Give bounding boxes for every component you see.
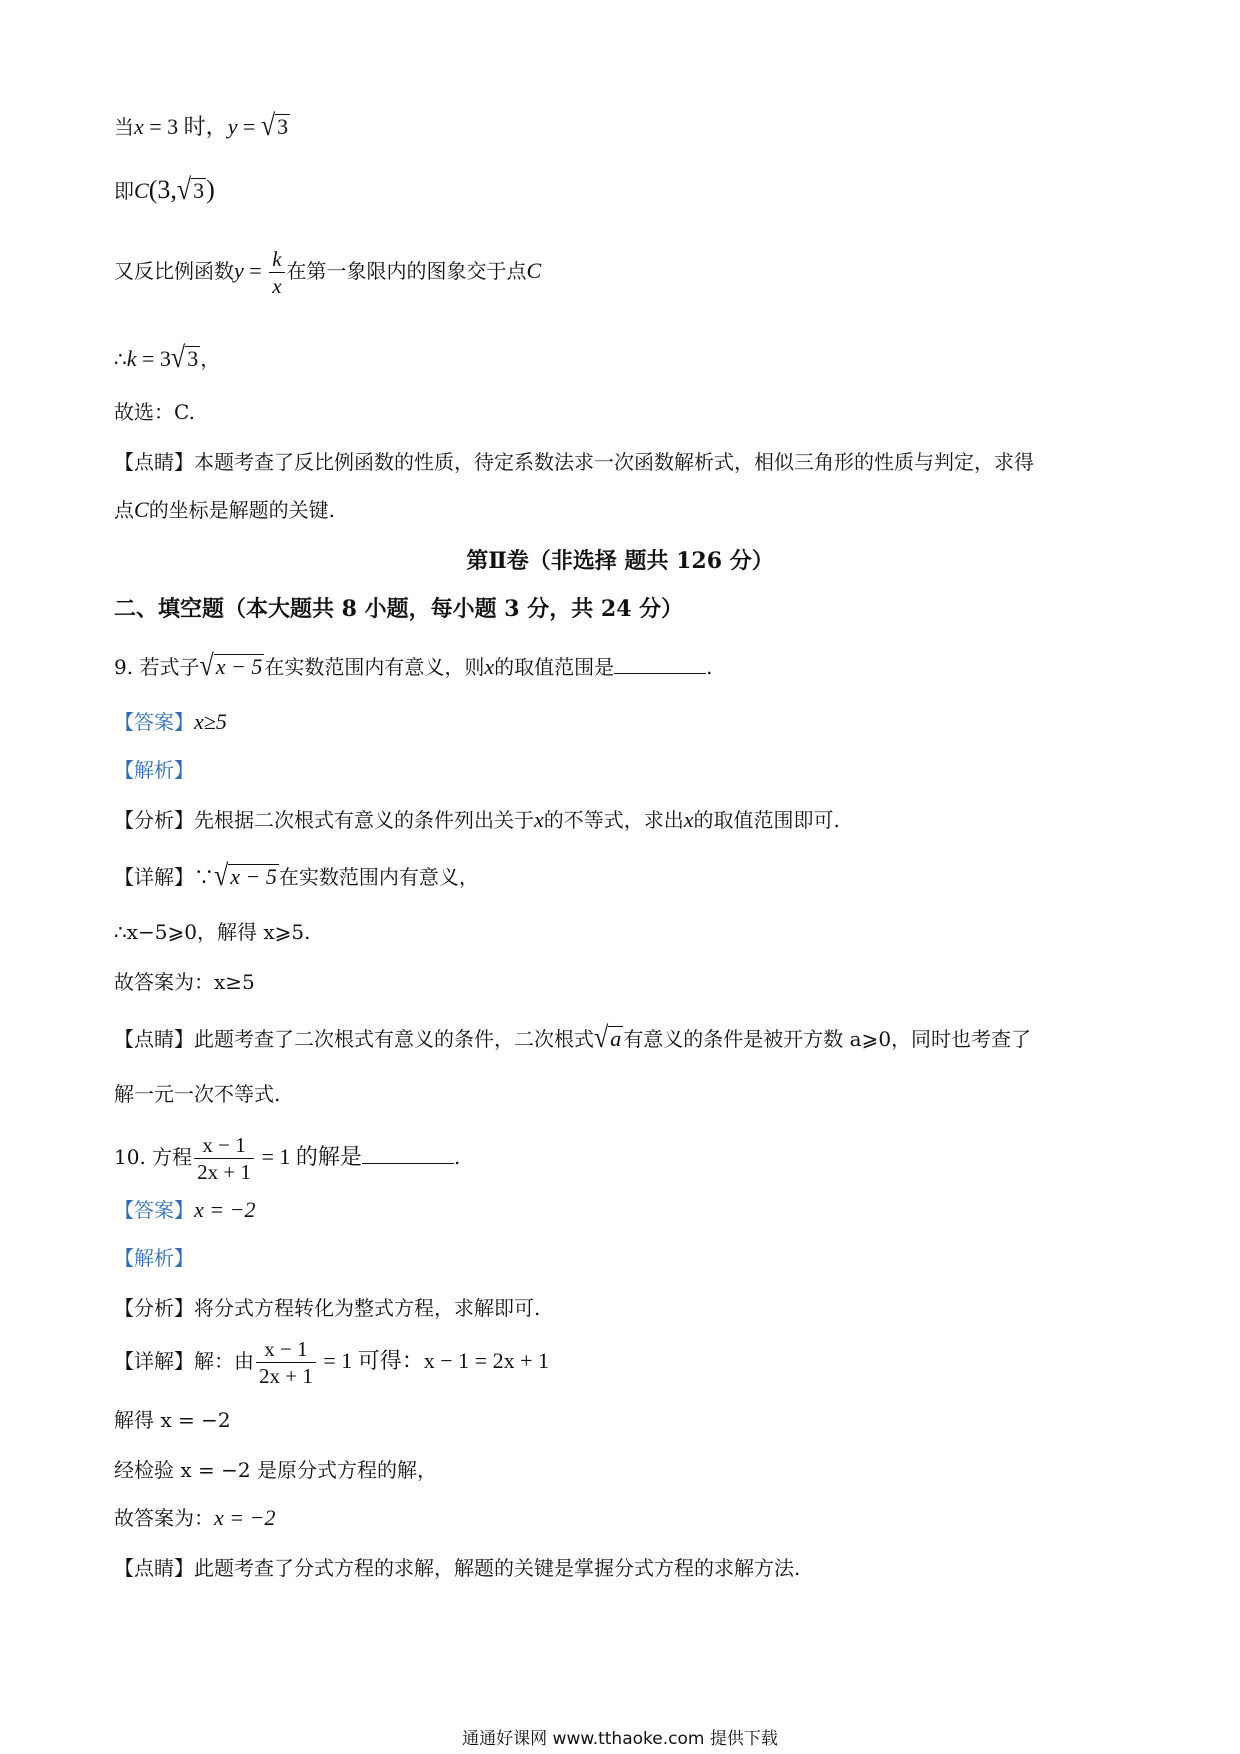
denominator: 2x + 1 — [197, 1160, 252, 1184]
q10-step-1 — [114, 1406, 231, 1434]
sqrt: √3 — [260, 108, 289, 143]
q9-xiangjie — [114, 858, 479, 893]
q9-analysis-tag: 【解析】 — [114, 758, 194, 782]
tag: 【点睛】 — [114, 1556, 194, 1580]
math: = 3 — [136, 346, 171, 371]
section-title: 第Ⅱ卷（非选择 题共 126 分） — [466, 548, 774, 574]
text: 的取值范围是 — [494, 655, 615, 679]
text: ∴ — [114, 347, 127, 371]
sqrt: √x − 5 — [199, 648, 263, 683]
line-6 — [114, 448, 1034, 476]
text: 的取值范围即可. — [693, 808, 840, 832]
text: 先根据二次根式有意义的条件列出关于 — [194, 808, 534, 832]
math-var: x — [134, 114, 144, 139]
math: = — [237, 114, 261, 139]
answer-value: x≥5 — [194, 709, 227, 734]
q9-question — [114, 648, 713, 683]
q10-question — [114, 1132, 460, 1185]
q9-step-2 — [114, 968, 255, 996]
text: 点 — [114, 498, 134, 522]
math-var: y — [234, 258, 244, 283]
denominator: 2x + 1 — [259, 1364, 313, 1388]
math-var: C — [526, 258, 542, 283]
q10-step-3 — [114, 1504, 275, 1532]
line-1 — [114, 108, 290, 143]
answer-value: x = −2 — [194, 1197, 256, 1222]
math-var: x — [683, 807, 694, 832]
q10-analysis-tag: 【解析】 — [114, 1246, 194, 1270]
line-4 — [114, 340, 221, 375]
q9-dianjing — [114, 1020, 1032, 1055]
tag: 【详解】 — [114, 1349, 194, 1373]
text: 解得 x = −2 — [114, 1408, 231, 1432]
text: 即 — [114, 179, 134, 203]
radicand: x − 5 — [215, 654, 263, 679]
numerator: x − 1 — [194, 1132, 254, 1159]
text: 10. 方程 — [114, 1145, 193, 1169]
line-7 — [114, 496, 335, 524]
q10-xiangjie — [114, 1336, 549, 1389]
math: x = −2 — [214, 1505, 276, 1530]
sqrt: √a — [594, 1020, 622, 1055]
text: 此题考查了二次根式有意义的条件，二次根式 — [194, 1027, 594, 1051]
q9-fenxi — [114, 806, 840, 834]
fraction — [269, 246, 284, 299]
text: 又反比例函数 — [114, 259, 234, 283]
fraction — [256, 1336, 316, 1389]
tag: 【点睛】 — [114, 1027, 194, 1051]
text: . — [706, 655, 713, 679]
tag: 【分析】 — [114, 1296, 194, 1320]
text: 的不等式，求出 — [543, 808, 684, 832]
radicand: x − 5 — [230, 864, 277, 889]
text: 在实数范围内有意义， — [278, 865, 479, 889]
radicand: 3 — [277, 114, 289, 139]
math: x − 1 = 2x + 1 — [423, 1348, 549, 1373]
answer-tag: 【答案】 — [114, 1198, 194, 1222]
text: 在第一象限内的图象交于点 — [286, 259, 527, 283]
sqrt: √3 — [170, 340, 199, 375]
q9-dianjing-cont — [114, 1080, 280, 1108]
answer-tag: 【答案】 — [114, 710, 194, 734]
text: 故答案为： — [114, 1506, 214, 1530]
math: = 3 时， — [143, 114, 228, 139]
q10-answer — [114, 1196, 255, 1224]
q9-step-1 — [114, 918, 310, 946]
text: 故答案为：x≥5 — [114, 970, 255, 994]
text: 当 — [114, 115, 134, 139]
line-2 — [114, 172, 215, 207]
text: 此题考查了分式方程的求解，解题的关键是掌握分式方程的求解方法. — [194, 1556, 801, 1580]
q10-dianjing — [114, 1554, 800, 1582]
numerator: x − 1 — [256, 1336, 316, 1363]
text: 经检验 x = −2 是原分式方程的解， — [114, 1458, 437, 1482]
section-subtitle: 二、填空题（本大题共 8 小题，每小题 3 分，共 24 分） — [114, 596, 684, 622]
text: . — [453, 1145, 461, 1169]
text: 在实数范围内有意义，则 — [264, 655, 485, 679]
tag: 【详解】 — [114, 865, 194, 889]
answer-blank — [362, 1143, 454, 1164]
denominator: x — [272, 274, 282, 298]
text: 解一元一次不等式. — [114, 1082, 281, 1106]
tag: 【点睛】 — [114, 450, 194, 474]
text: 将分式方程转化为整式方程，求解即可. — [194, 1296, 541, 1320]
math: (3, — [148, 175, 177, 204]
math: = — [243, 258, 268, 283]
math: ) — [206, 175, 215, 204]
text: 的坐标是解题的关键. — [148, 498, 336, 522]
answer-blank — [614, 653, 706, 674]
q10-fenxi — [114, 1294, 540, 1322]
text: 本题考查了反比例函数的性质，待定系数法求一次函数解析式，相似三角形的性质与判定，求得 — [194, 450, 1034, 474]
radicand: 3 — [193, 178, 205, 203]
math-var: C — [134, 178, 149, 203]
sqrt: √3 — [176, 172, 205, 207]
math-var: x — [534, 807, 544, 832]
text: = 1 可得： — [317, 1348, 424, 1373]
radicand: a — [610, 1026, 622, 1051]
text: ， — [200, 347, 221, 371]
text: = 1 的解是 — [256, 1144, 362, 1169]
text: 解：由 — [194, 1349, 254, 1373]
math-var: C — [134, 497, 149, 522]
q10-step-2 — [114, 1456, 437, 1484]
math-var: k — [126, 346, 137, 371]
radicand: 3 — [187, 346, 199, 371]
text: 有意义的条件是被开方数 a⩾0，同时也考查了 — [623, 1027, 1032, 1051]
numerator: k — [269, 246, 284, 273]
q9-answer — [114, 708, 227, 736]
text: ∴x−5⩾0，解得 x⩾5. — [114, 920, 311, 944]
text: ∵ — [194, 865, 214, 889]
line-5 — [114, 398, 195, 426]
math-var: y — [227, 114, 238, 139]
line-3 — [114, 246, 541, 299]
tag: 【分析】 — [114, 808, 194, 832]
math-var: x — [484, 654, 495, 679]
text: 故选：C. — [114, 400, 195, 424]
page-footer: 通通好课网 www.tthaoke.com 提供下载 — [462, 1729, 778, 1749]
fraction — [194, 1132, 254, 1185]
sqrt: √x − 5 — [214, 858, 277, 893]
text: 9. 若式子 — [114, 655, 200, 679]
